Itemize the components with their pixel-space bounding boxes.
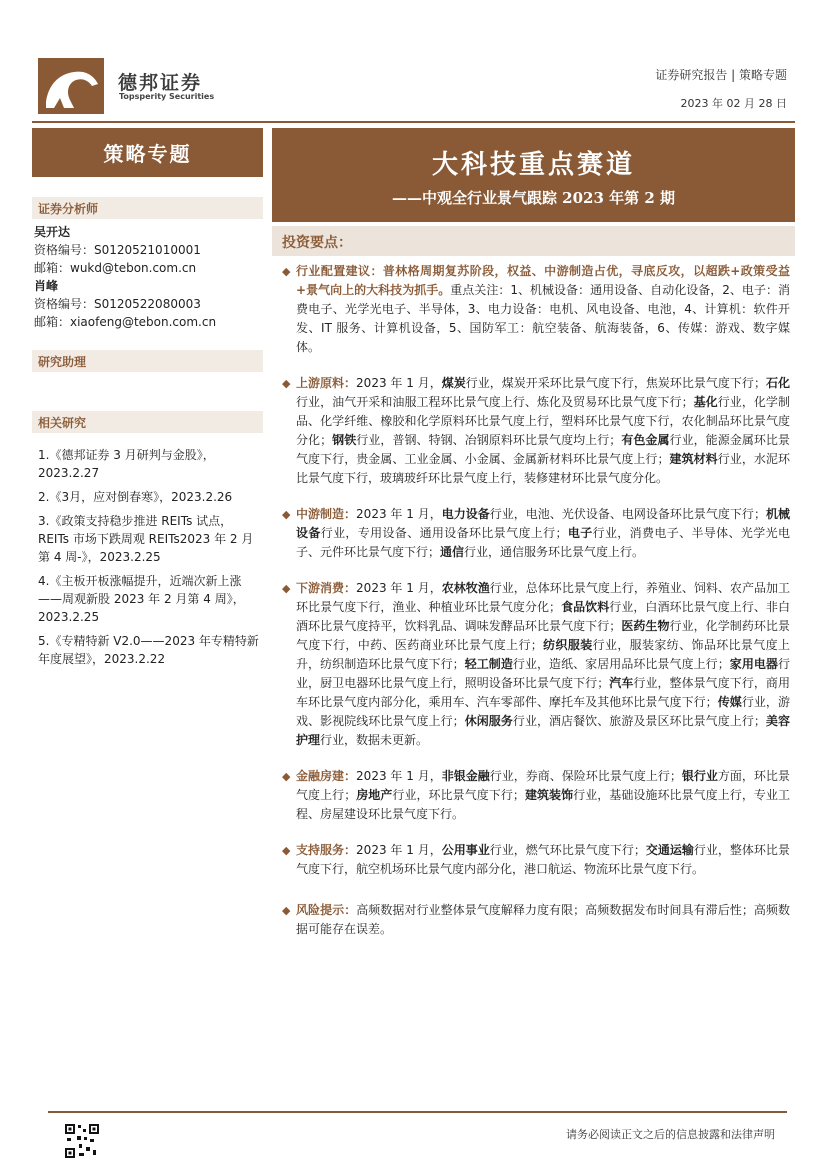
qr-code-icon[interactable] [64,1123,100,1159]
para-midstream [282,505,790,562]
related-research-list [38,446,263,674]
assistant-section-title: 研究助理 [32,350,263,372]
industry-keyword: 医药生物 [621,619,670,633]
analyst-email[interactable]: 邮箱：xiaofeng@tebon.com.cn [34,315,217,329]
company-name-en: Topsperity Securities [119,92,215,101]
category-banner: 策略专题 [32,128,263,177]
para-text: 行业，燃气环比景气度下行； [489,843,646,857]
industry-keyword: 电子 [567,526,593,540]
para-text: 行业，专用设备、通用设备环比景气度上行； [320,526,568,540]
industry-keyword: 通信 [440,545,465,559]
para-label: 风险提示： [296,903,357,917]
analyst-email[interactable]: 邮箱：wukd@tebon.com.cn [34,261,197,275]
para-text: 行业，环比景气度下行； [392,788,525,802]
para-text: 行业，服装家纺、饰品环比景气度上升，纺织制造环比景气度下行； [296,638,790,671]
para-text: 行业，煤炭开采环比景气度下行，焦炭环比景气度下行； [465,376,766,390]
para-text: 2023 年 1 月， [356,769,442,783]
para-text: 行业，消费电子、半导体、光学光电子、元件环比景气度下行； [296,526,790,559]
industry-keyword: 机械设备 [296,507,790,540]
industry-keyword: 非银金融 [441,769,490,783]
footer-divider [48,1111,787,1113]
para-text: 行业，券商、保险环比景气度上行； [489,769,682,783]
industry-keyword: 交通运输 [645,843,694,857]
para-text: 行业，白酒环比景气度上行、非白酒环比景气度持平，饮料乳品、调味发酵品环比景气度下行； [296,600,790,633]
industry-keyword: 传媒 [717,695,742,709]
para-text: 行业，数据未更新。 [320,733,429,747]
para-text: 方面，环比景气度上行； [296,769,790,802]
industry-keyword: 家用电器 [729,657,778,671]
bullet-icon: ◆ [282,265,291,278]
para-text: 行业，能源金属环比景气度下行，贵金属、工业金属、小金属、金属新材料环比景气度上行； [296,433,790,466]
para-label: 下游消费： [296,581,357,595]
bullet-icon: ◆ [282,582,291,595]
analyst-name: 肖峰 [34,279,59,293]
industry-keyword: 公用事业 [441,843,490,857]
related-item[interactable]: 3.《政策支持稳步推进 REITs 试点，REITs 市场下跌周观 REITs2023 年 2 月第 4 周-》，2023.2.25 [38,514,254,564]
key-points-header: 投资要点： [272,226,795,256]
bullet-icon: ◆ [282,844,291,857]
analyst-cert: 资格编号：S0120522080003 [34,297,201,311]
para-risk [282,901,790,939]
para-text: 行业，基础设施环比景气度上行，专业工程、房屋建设环比景气度下行。 [296,788,790,821]
para-downstream [282,579,790,750]
para-text: 行业，电池、光伏设备、电网设备环比景气度下行； [489,507,766,521]
para-text: 行业，通信服务环比景气度上行。 [464,545,645,559]
title-banner [272,128,795,222]
industry-keyword: 钢铁 [332,433,357,447]
para-text: 行业，化学制品、化学纤维、橡胶和化学原料环比景气度上行，塑料环比景气度下行，农化制品环比景气度分化； [296,395,790,447]
para-text: 行业，普钢、特钢、冶钢原料环比景气度均上行； [356,433,622,447]
company-logo [38,58,104,114]
report-date: 2023 年 02 月 28 日 [680,97,787,110]
related-item[interactable]: 1.《德邦证券 3 月研判与金股》，2023.2.27 [38,448,215,480]
para-industry-allocation [282,262,790,357]
bullet-icon: ◆ [282,904,291,917]
para-label: 上游原料： [296,376,357,390]
industry-keyword: 建筑装饰 [524,788,574,802]
report-title: 大科技重点赛道 [431,150,635,180]
related-item[interactable]: 4.《主板开板涨幅提升，近端次新上涨——周观新股 2023 年 2 月第 4 周》，2023.2.25 [38,574,245,624]
industry-keyword: 基化 [693,395,718,409]
para-text: 行业，水泥环比景气度下行，玻璃玻纤环比景气度上行，装修建材环比景气度分化。 [296,452,790,485]
para-text: 重点关注：1、机械设备：通用设备、自动化设备，2、电子：消费电子、光学光电子、半导体，3、电力设备：电机、风电设备、电池，4、计算机：软件开发、IT 服务、计算机设备，5、国防军工：航空装备、航海装备，6、传媒：游戏、数字媒体。 [296,283,790,354]
para-text: 2023 年 1 月， [356,376,442,390]
para-text: 行业，整体环比景气度下行，航空机场环比景气度内部分化，港口航运、物流环比景气度下行。 [296,843,790,876]
para-text: 行业，造纸、家居用品环比景气度上行； [512,657,730,671]
analyst-section-title: 证券分析师 [32,197,263,219]
para-label: 中游制造： [296,507,357,521]
para-highlight: 普林格周期复苏阶段，权益、中游制造占优，寻底反攻，以超跌+政策受益+景气向上的大科技为抓手。 [296,264,790,297]
industry-keyword: 美容护理 [296,714,790,747]
bullet-icon: ◆ [282,508,291,521]
para-text: 行业，总体环比景气度上行，养殖业、饲料、农产品加工环比景气度下行，渔业、种植业环比景气度分化； [296,581,790,614]
para-text: 2023 年 1 月， [356,843,442,857]
related-item[interactable]: 2.《3月，应对倒春寒》，2023.2.26 [38,490,233,504]
report-type: 证券研究报告 | 策略专题 [655,68,787,82]
industry-keyword: 房地产 [356,788,393,802]
para-text: 2023 年 1 月， [356,581,442,595]
para-label: 金融房建： [296,769,357,783]
industry-keyword: 轻工制造 [464,657,513,671]
analyst-cert: 资格编号：S0120521010001 [34,243,201,257]
industry-keyword: 建筑材料 [669,452,718,466]
related-item[interactable]: 5.《专精特新 V2.0——2023 年专精特新年度展望》，2023.2.22 [38,634,259,666]
analyst-list [34,223,262,331]
industry-keyword: 食品饮料 [561,600,610,614]
para-upstream [282,374,790,488]
para-label: 行业配置建议： [296,264,383,278]
para-label: 支持服务： [296,843,357,857]
para-support-services [282,841,790,879]
header-divider [32,121,795,123]
industry-keyword: 农林牧渔 [441,581,490,595]
industry-keyword: 银行业 [681,769,718,783]
para-text: 行业，厨卫电器环比景气度上行，照明设备环比景气度下行； [296,657,790,690]
industry-keyword: 休闲服务 [464,714,513,728]
report-subtitle: ——中观全行业景气跟踪 2023 年第 2 期 [391,189,676,207]
footer-disclaimer: 请务必阅读正文之后的信息披露和法律声明 [566,1128,775,1141]
industry-keyword: 电力设备 [441,507,490,521]
para-text: 2023 年 1 月， [356,507,442,521]
bullet-icon: ◆ [282,770,291,783]
bullet-icon: ◆ [282,377,291,390]
key-points-body [282,262,790,956]
industry-keyword: 纺织服装 [542,638,593,652]
para-text: 行业，化学制药环比景气度下行，中药、医药商业环比景气度上行； [296,619,790,652]
company-name: 德邦证券 [118,72,203,94]
industry-keyword: 石化 [765,376,790,390]
para-text: 行业，油气开采和油服工程环比景气度上行、炼化及贸易环比景气度下行； [296,395,694,409]
industry-keyword: 煤炭 [441,376,466,390]
para-text: 高频数据对行业整体景气度解释力度有限；高频数据发布时间具有滞后性；高频数据可能存在误差。 [296,903,790,936]
industry-keyword: 汽车 [609,676,634,690]
para-text: 行业，整体景气度下行，商用车环比景气度内部分化，乘用车、汽车零部件、摩托车及其他环比景气度下行； [296,676,790,709]
industry-keyword: 有色金属 [621,433,670,447]
para-finance-realestate [282,767,790,824]
para-text: 行业，游戏、影视院线环比景气度上行； [296,695,790,728]
para-text: 行业，酒店餐饮、旅游及景区环比景气度上行； [512,714,766,728]
analyst-name: 吴开达 [34,225,71,239]
related-section-title: 相关研究 [32,411,263,433]
